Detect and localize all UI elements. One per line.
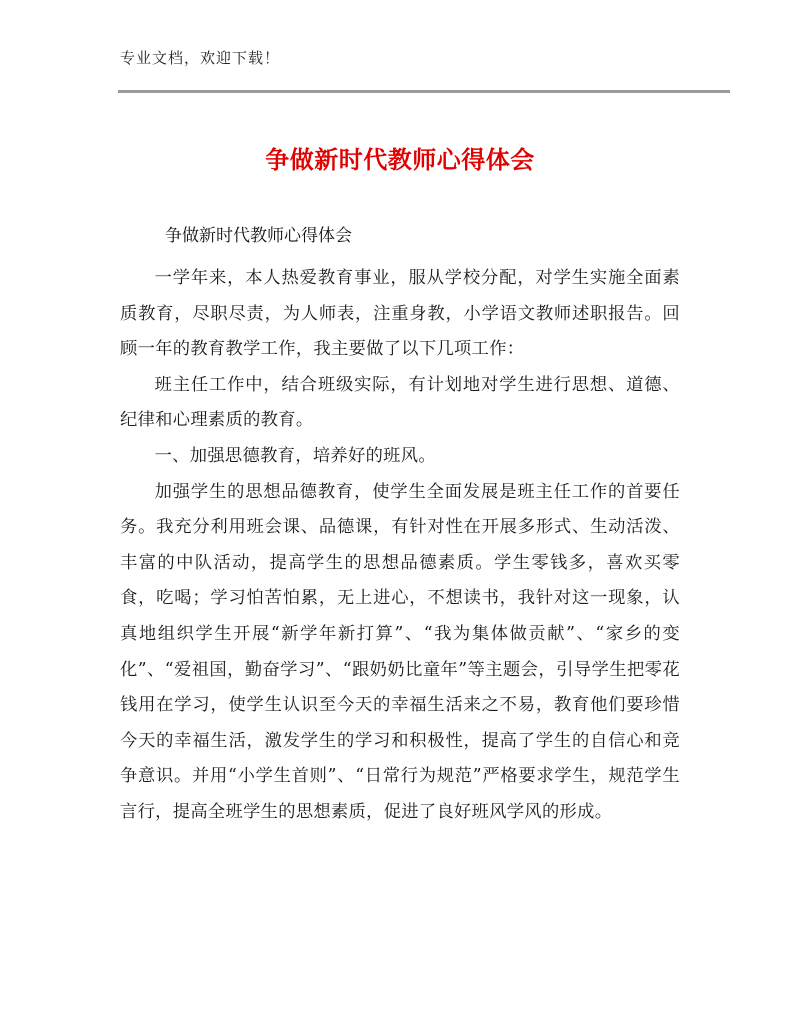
document-subtitle: 争做新时代教师心得体会 bbox=[165, 226, 352, 246]
paragraph-section-heading: 一、加强思德教育，培养好的班风。 bbox=[154, 445, 436, 466]
document-body bbox=[120, 261, 680, 831]
paragraph-class-teacher-work: 班主任工作中，结合班级实际，有计划地对学生进行思想、道德、纪律和心理素质的教育。 bbox=[120, 374, 680, 431]
paragraph-moral-education: 加强学生的思想品德教育，使学生全面发展是班主任工作的首要任务。我充分利用班会课、品德课，有针对性在开展多形式、生动活泼、丰富的中队活动，提高学生的思想品德素质。学生零钱多，喜欢买零食，吃喝；学习怕苦怕累，无上进心，不想读书，我针对这一现象，认真地组织学生开展“新学年新打算”、“我为集体做贡献”、“家乡的变化”、“爱祖国，勤奋学习”、“跟奶奶比童年”等主题会，引导学生把零花钱用在学习，使学生认识至今天的幸福生活来之不易，教育他们要珍惜今天的幸福生活，激发学生的学习和积极性，提高了学生的自信心和竞争意识。并用“小学生首则”、“日常行为规范”严格要求学生，规范学生言行，提高全班学生的思想素质，促进了良好班风学风的形成。 bbox=[120, 481, 680, 822]
document-title: 争做新时代教师心得体会 bbox=[265, 146, 535, 174]
paragraph-intro: 一学年来，本人热爱教育事业，服从学校分配，对学生实施全面素质教育，尽职尽责，为人师表，注重身教，小学语文教师述职报告。回顾一年的教育教学工作，我主要做了以下几项工作： bbox=[120, 268, 680, 360]
header-divider bbox=[118, 90, 730, 93]
header-note: 专业文档，欢迎下载！ bbox=[120, 49, 281, 67]
